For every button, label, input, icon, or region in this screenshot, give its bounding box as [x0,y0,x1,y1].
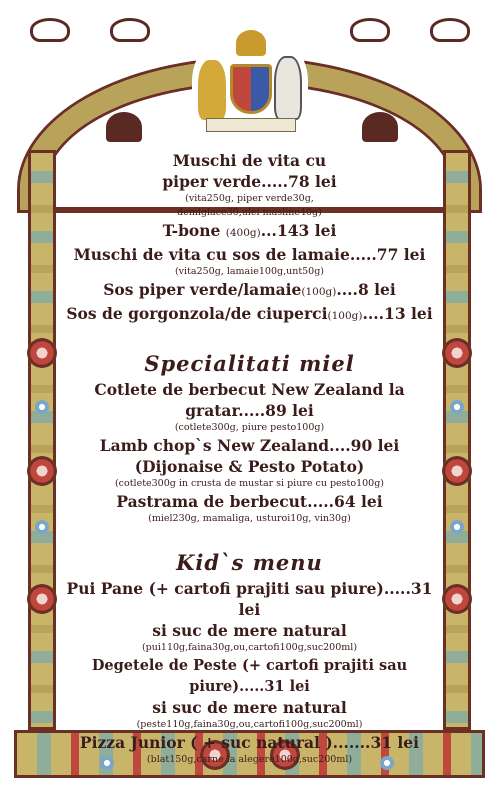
item-title: Pui Pane (+ cartofi prajiti sau piure).....31 lei [66,579,433,619]
fleur-ornament-icon [420,10,480,50]
item-title: si suc de mere natural [152,621,347,640]
menu-item [60,379,439,435]
item-price: ....8 lei [336,280,396,299]
flower-icon [35,400,49,414]
shield-icon [230,64,272,114]
royal-coat-of-arms-icon [192,26,308,136]
menu-item [60,578,439,655]
menu-item [60,279,439,303]
menu-item [60,220,439,244]
fleur-ornament-icon [340,10,400,50]
rose-icon [442,456,472,486]
item-title: Sos de gorgonzola/de ciuperci [66,304,328,323]
left-pillar [28,150,56,730]
item-description: (pui110g,faina30g,ou,cartofi100g,suc200ml) [141,642,358,653]
rose-icon [442,584,472,614]
item-title: T-bone [162,221,226,240]
motto-ribbon [206,118,296,132]
item-title: (Dijonaise & Pesto Potato) [134,457,365,476]
unicorn-icon [274,56,302,120]
menu-content [60,150,439,767]
crown-icon [362,112,398,142]
item-description: (cotlete300g in crusta de mustar si piure cu pesto100g) [114,478,385,489]
fleur-ornament-icon [100,10,160,50]
menu-item [60,732,439,767]
item-title: Lamb chop`s New Zealand....90 lei [99,436,400,455]
menu-item [60,244,439,279]
crown-icon [106,112,142,142]
flower-icon [450,520,464,534]
item-description: (blat150g,carne la alegere100g,suc200ml) [146,754,353,765]
item-weight: (100g) [327,310,363,322]
lion-icon [198,60,226,120]
item-title: Pizza Junior ( + suc natural ).......31 lei [79,733,420,752]
flower-icon [35,520,49,534]
item-price: ....13 lei [362,304,433,323]
fleur-ornament-icon [20,10,80,50]
item-title: Sos piper verde/lamaie [103,280,302,299]
item-price: ...143 lei [260,221,337,240]
menu-item [60,303,439,327]
menu-item [60,491,439,526]
section-heading: Specialitati miel [144,351,355,376]
item-title: Muschi de vita cu sos de lamaie.....77 lei [73,245,426,264]
right-pillar [443,150,471,730]
item-title: Degetele de Peste (+ cartofi prajiti sau piure).....31 lei [91,657,408,695]
item-description: demiglace30,ulei masline40g) [177,207,322,218]
item-description: (vita250g, lamaie100g,unt50g) [174,266,325,277]
item-weight: (100g) [301,286,337,298]
rose-icon [27,456,57,486]
item-title: si suc de mere natural [152,698,347,717]
menu-item [60,150,439,220]
menu-item [60,655,439,732]
menu-item [60,435,439,491]
rose-icon [27,338,57,368]
item-weight: (400g) [225,227,261,239]
item-title: Cotlete de berbecut New Zealand la gratar.....89 lei [94,380,405,420]
rose-icon [27,584,57,614]
item-description: (vita250g, piper verde30g, [185,193,314,204]
item-title: piper verde.....78 lei [162,172,337,191]
section-heading: Kid`s menu [176,550,323,575]
item-description: (cotlete300g, piure pesto100g) [174,422,325,433]
rose-icon [442,338,472,368]
item-description: (peste110g,faina30g,ou,cartofi100g,suc200ml) [136,719,363,730]
item-title: Pastrama de berbecut.....64 lei [116,492,383,511]
item-title: Muschi de vita cu [172,151,327,170]
item-description: (miel230g, mamaliga, usturoi10g, vin30g) [148,513,351,524]
crown-icon [236,30,266,56]
flower-icon [450,400,464,414]
